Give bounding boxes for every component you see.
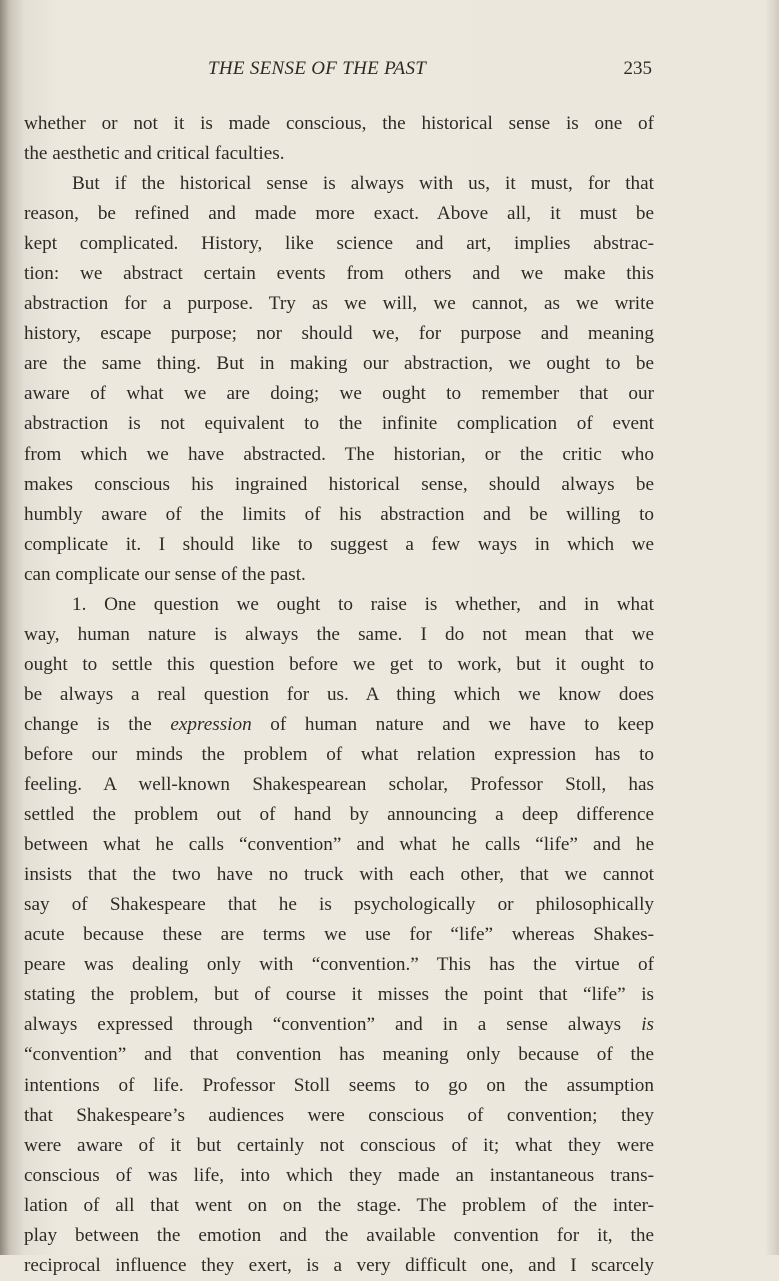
text-line: reason, be refined and made more exact. Above all, it must be: [24, 203, 654, 225]
text-line: are the same thing. But in making our abstraction, we ought to be: [24, 353, 654, 375]
text-line: that Shakespeare’s audiences were conscious of convention; they: [24, 1104, 654, 1126]
page-edge-shadow: [765, 0, 779, 1255]
emphasized-word: expression: [170, 713, 252, 735]
text-line: insists that the two have no truck with each other, that we cannot: [24, 864, 654, 886]
text-line: settled the problem out of hand by announcing a deep difference: [24, 804, 654, 826]
text-line: conscious of was life, into which they made an instantaneous trans-: [24, 1164, 654, 1186]
text-line: tion: we abstract certain events from others and we make this: [24, 263, 654, 285]
text-line: “convention” and that convention has meaning only because of the: [24, 1044, 654, 1066]
text-line: before our minds the problem of what relation expression has to: [24, 743, 654, 765]
text-line: ought to settle this question before we get to work, but it ought to: [24, 653, 654, 675]
text-line: be always a real question for us. A thing which we know does: [24, 683, 654, 705]
text-line: say of Shakespeare that he is psychologically or philosophically: [24, 894, 654, 916]
emphasized-word: is: [641, 1014, 654, 1036]
text-line: lation of all that went on on the stage. The problem of the inter-: [24, 1194, 654, 1216]
text-line: feeling. A well-known Shakespearean scholar, Professor Stoll, has: [24, 774, 654, 796]
text-line: the aesthetic and critical faculties.: [24, 143, 285, 165]
text-line: makes conscious his ingrained historical sense, should always be: [24, 473, 654, 495]
text-line: history, escape purpose; nor should we, for purpose and meaning: [24, 323, 654, 345]
text-line: humbly aware of the limits of his abstraction and be willing to: [24, 503, 654, 525]
text-line: abstraction is not equivalent to the infinite complication of event: [24, 413, 654, 435]
text-line: stating the problem, but of course it misses the point that “life” is: [24, 984, 654, 1006]
body-text: [24, 109, 654, 1281]
text-line: complicate it. I should like to suggest a few ways in which we: [24, 533, 654, 555]
text-line: abstraction for a purpose. Try as we will, we cannot, as we write: [24, 293, 654, 315]
text-line: can complicate our sense of the past.: [24, 563, 306, 585]
text-line: reciprocal influence they exert, is a very difficult one, and I scarcely: [24, 1254, 654, 1276]
paragraph-first-line: But if the historical sense is always with us, it must, for that: [72, 173, 654, 195]
running-head: [24, 58, 654, 86]
text-line: play between the emotion and the available convention for it, the: [24, 1224, 654, 1246]
running-head-title: THE SENSE OF THE PAST: [208, 58, 427, 79]
text-line: from which we have abstracted. The historian, or the critic who: [24, 443, 654, 465]
paragraph-first-line: 1. One question we ought to raise is whether, and in what: [72, 593, 654, 615]
text-line-with-emphasis: change is the expression of human nature and we have to keep: [24, 713, 654, 735]
text-line-with-emphasis: always expressed through “convention” and in a sense always is: [24, 1014, 654, 1036]
text-line: peare was dealing only with “convention.” This has the virtue of: [24, 954, 654, 976]
page-number: 235: [623, 58, 652, 79]
text-line: were aware of it but certainly not conscious of it; what they were: [24, 1134, 654, 1156]
text-line: between what he calls “convention” and what he calls “life” and he: [24, 834, 654, 856]
text-line: kept complicated. History, like science and art, implies abstrac-: [24, 233, 654, 255]
text-line: way, human nature is always the same. I do not mean that we: [24, 623, 654, 645]
text-line: whether or not it is made conscious, the historical sense is one of: [24, 113, 654, 134]
text-line: aware of what we are doing; we ought to remember that our: [24, 383, 654, 405]
text-line: intentions of life. Professor Stoll seems to go on the assumption: [24, 1074, 654, 1096]
text-line: acute because these are terms we use for “life” whereas Shakes-: [24, 924, 654, 946]
